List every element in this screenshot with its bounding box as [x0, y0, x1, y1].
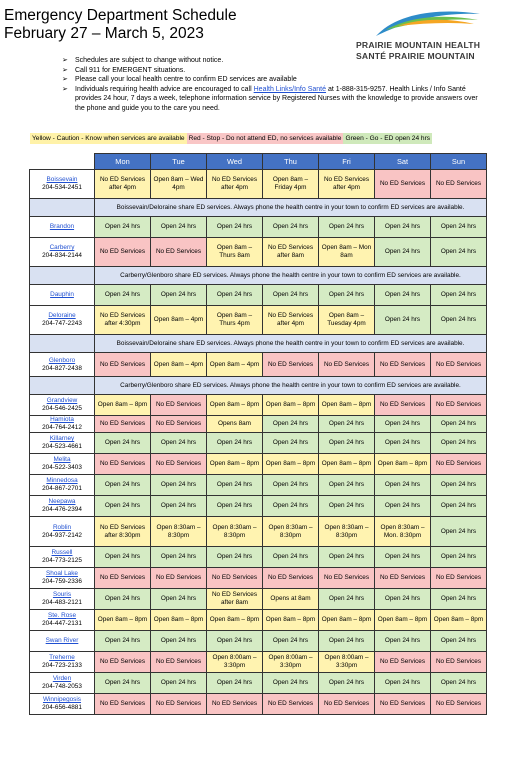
schedule-cell-wed: Open 24 hrs [207, 496, 263, 517]
schedule-cell-wed: Open 24 hrs [207, 285, 263, 306]
schedule-cell-tue: Open 24 hrs [151, 547, 207, 568]
schedule-cell-fri: Open 8:00am – 3:30pm [319, 652, 375, 673]
site-cell [30, 285, 95, 306]
table-row [30, 496, 487, 517]
schedule-cell-wed: Open 8:00am – 3:30pm [207, 652, 263, 673]
site-name-link[interactable]: Hamiota [50, 416, 74, 423]
schedule-cell-sun: Open 24 hrs [431, 306, 487, 335]
site-phone: 204-764-2412 [42, 424, 82, 431]
site-phone: 204-747-2243 [42, 320, 82, 327]
schedule-cell-sat: Open 24 hrs [375, 631, 431, 652]
schedule-cell-sat: Open 24 hrs [375, 416, 431, 433]
legend-green: Green - Go - ED open 24 hrs [345, 135, 431, 142]
schedule-cell-thu: Open 8:00am – 3:30pm [263, 652, 319, 673]
site-cell [30, 433, 95, 454]
schedule-cell-fri: Open 8am – Tuesday 4pm [319, 306, 375, 335]
shared-services-note-row [30, 267, 487, 285]
table-row [30, 694, 487, 715]
site-phone: 204-867-2701 [42, 485, 82, 492]
table-row [30, 610, 487, 631]
schedule-cell-fri: No ED Services after 4pm [319, 170, 375, 199]
schedule-cell-sun: Open 8am – 8pm [431, 610, 487, 631]
schedule-cell-tue: Open 8am – 4pm [151, 353, 207, 377]
schedule-cell-tue: No ED Services [151, 454, 207, 475]
site-name-link[interactable]: Minnedosa [46, 477, 78, 484]
schedule-cell-sun: No ED Services [431, 454, 487, 475]
schedule-cell-mon: Open 24 hrs [95, 285, 151, 306]
site-phone: 204-773-2125 [42, 557, 82, 564]
site-name-link[interactable]: Dauphin [50, 291, 74, 298]
schedule-cell-thu: Open 24 hrs [263, 547, 319, 568]
schedule-cell-thu: Open 24 hrs [263, 217, 319, 238]
schedule-cell-sat: Open 24 hrs [375, 673, 431, 694]
schedule-cell-sun: Open 24 hrs [431, 433, 487, 454]
table-row [30, 353, 487, 377]
site-phone: 204-523-4661 [42, 443, 82, 450]
schedule-cell-thu: Open 8am – Friday 4pm [263, 170, 319, 199]
schedule-cell-wed: Open 24 hrs [207, 547, 263, 568]
swoosh-logo-icon [372, 6, 484, 38]
shared-services-note: Carberry/Glenboro share ED services. Always phone the health centre in your town to confirm ED services are available. [95, 377, 487, 395]
schedule-cell-mon: Open 24 hrs [95, 547, 151, 568]
schedule-cell-sun: Open 24 hrs [431, 217, 487, 238]
day-header-sat: Sat [375, 154, 431, 170]
prairie-mountain-health-logo [356, 6, 496, 62]
schedule-cell-sun: Open 24 hrs [431, 589, 487, 610]
schedule-cell-sat: Open 24 hrs [375, 547, 431, 568]
site-name-link[interactable]: Ste. Rose [47, 612, 77, 619]
schedule-cell-fri: Open 24 hrs [319, 285, 375, 306]
site-phone: 204-522-3403 [42, 464, 82, 471]
schedule-cell-wed: Open 8am – 8pm [207, 610, 263, 631]
schedule-cell-sun: No ED Services [431, 353, 487, 377]
page-title [4, 7, 237, 43]
site-cell [30, 547, 95, 568]
site-phone: 204-447-2131 [42, 620, 82, 627]
schedule-cell-fri: Open 24 hrs [319, 547, 375, 568]
schedule-cell-mon: Open 24 hrs [95, 217, 151, 238]
table-header-row [30, 154, 487, 170]
schedule-cell-thu: Open 8:30am – 8:30pm [263, 517, 319, 547]
schedule-cell-wed: No ED Services [207, 568, 263, 589]
schedule-cell-thu: Open 24 hrs [263, 631, 319, 652]
legend-red: Red - Stop - Do not attend ED, no services available [188, 135, 342, 142]
site-cell [30, 395, 95, 416]
day-header-sun: Sun [431, 154, 487, 170]
schedule-cell-mon: No ED Services [95, 652, 151, 673]
site-phone: 204-834-2144 [42, 252, 82, 259]
note-spacer-cell [30, 267, 95, 285]
schedule-cell-mon: No ED Services after 8:30pm [95, 517, 151, 547]
site-name-link[interactable]: Roblin [52, 523, 72, 531]
schedule-cell-mon: Open 8am – 8pm [95, 610, 151, 631]
schedule-cell-sun: Open 24 hrs [431, 285, 487, 306]
schedule-cell-sat: No ED Services [375, 568, 431, 589]
site-cell [30, 610, 95, 631]
ed-schedule-table [29, 153, 487, 715]
day-header-wed: Wed [207, 154, 263, 170]
site-cell [30, 517, 95, 547]
schedule-cell-sat: No ED Services [375, 395, 431, 416]
day-header-tue: Tue [151, 154, 207, 170]
table-body [30, 170, 487, 715]
site-name-link[interactable]: Melita [53, 456, 71, 463]
schedule-cell-sun: Open 24 hrs [431, 496, 487, 517]
note-item: ➢ Call 911 for EMERGENT situations. [62, 66, 482, 76]
schedule-cell-sun: No ED Services [431, 395, 487, 416]
schedule-cell-mon: No ED Services after 4pm [95, 170, 151, 199]
schedule-cell-tue: Open 24 hrs [151, 285, 207, 306]
schedule-cell-wed: Open 24 hrs [207, 475, 263, 496]
schedule-cell-mon: Open 24 hrs [95, 631, 151, 652]
schedule-cell-tue: No ED Services [151, 568, 207, 589]
note-item-health-advice [62, 85, 482, 114]
shared-services-note-row [30, 199, 487, 217]
schedule-cell-fri: Open 8:30am – 8:30pm [319, 517, 375, 547]
table-row [30, 547, 487, 568]
schedule-cell-wed: Open 8am – 8pm [207, 454, 263, 475]
schedule-cell-mon: No ED Services after 4:30pm [95, 306, 151, 335]
site-name-link[interactable]: Boissevain [46, 176, 78, 183]
schedule-cell-sun: Open 24 hrs [431, 475, 487, 496]
site-phone: 204-827-2438 [42, 364, 82, 372]
schedule-cell-thu: Open 24 hrs [263, 433, 319, 454]
table-corner [30, 154, 95, 170]
schedule-cell-sun: Open 24 hrs [431, 631, 487, 652]
schedule-cell-tue: No ED Services [151, 395, 207, 416]
schedule-cell-tue: Open 8:30am – 8:30pm [151, 517, 207, 547]
logo-text-en: PRAIRIE MOUNTAIN HEALTH [356, 40, 481, 50]
site-name-link[interactable]: Shoal Lake [46, 570, 78, 577]
day-header-thu: Thu [263, 154, 319, 170]
site-phone: 204-748-2053 [42, 683, 82, 690]
schedule-cell-sat: Open 24 hrs [375, 433, 431, 454]
table-row [30, 395, 487, 416]
schedule-cell-tue: Open 24 hrs [151, 631, 207, 652]
schedule-cell-wed: Open 8am – 4pm [207, 353, 263, 377]
schedule-cell-tue: No ED Services [151, 652, 207, 673]
schedule-cell-wed: No ED Services [207, 694, 263, 715]
schedule-cell-wed: Open 8:30am – 8:30pm [207, 517, 263, 547]
schedule-cell-sun: Open 24 hrs [431, 517, 487, 547]
note-spacer-cell [30, 199, 95, 217]
site-cell [30, 170, 95, 199]
schedule-cell-thu: No ED Services after 4pm [263, 306, 319, 335]
health-links-link[interactable]: Health Links/Info Santé [253, 85, 327, 93]
schedule-cell-tue: Open 24 hrs [151, 589, 207, 610]
schedule-cell-thu: Open 24 hrs [263, 475, 319, 496]
schedule-cell-sun: No ED Services [431, 652, 487, 673]
schedule-cell-wed: Open 24 hrs [207, 217, 263, 238]
schedule-cell-wed: Open 8am – Thurs 8am [207, 238, 263, 267]
schedule-cell-sun: Open 24 hrs [431, 238, 487, 267]
schedule-cell-fri: Open 8am – 8pm [319, 610, 375, 631]
table-row [30, 454, 487, 475]
site-name-link[interactable]: Killarney [49, 435, 75, 442]
schedule-cell-sat: No ED Services [375, 353, 431, 377]
schedule-cell-sun: No ED Services [431, 568, 487, 589]
site-phone: 204-656-4881 [42, 704, 82, 711]
schedule-cell-fri: Open 8am – 8pm [319, 454, 375, 475]
site-phone: 204-534-2451 [42, 184, 82, 191]
table-row [30, 217, 487, 238]
color-legend [30, 133, 432, 144]
site-phone: 204-483-2121 [42, 599, 82, 606]
site-phone: 204-759-2336 [42, 578, 82, 585]
table-row [30, 589, 487, 610]
shared-services-note: Boissevain/Deloraine share ED services. Always phone the health centre in your town to confirm ED services are available. [95, 199, 487, 217]
schedule-cell-fri: Open 24 hrs [319, 416, 375, 433]
schedule-cell-mon: No ED Services [95, 353, 151, 377]
schedule-cell-sat: Open 8am – 8pm [375, 610, 431, 631]
title-line-1: Emergency Department Schedule [4, 7, 237, 24]
schedule-cell-sat: Open 24 hrs [375, 496, 431, 517]
site-name-link[interactable]: Treherne [49, 654, 75, 661]
site-cell [30, 306, 95, 335]
schedule-cell-thu: Open 24 hrs [263, 673, 319, 694]
advice-text-after: at 1-888-315-9257. Health Links / Info Santé provides 24 hour, 7 days a week, telephone information service by Registered Nurses with the knowledge to provide answers over the phone and guide you to the care you need. [75, 85, 478, 112]
schedule-cell-thu: Open 8am – 8pm [263, 610, 319, 631]
schedule-cell-thu: Open 24 hrs [263, 285, 319, 306]
schedule-cell-tue: Open 8am – Wed 4pm [151, 170, 207, 199]
schedule-cell-sat: Open 8:30am – Mon. 8:30pm [375, 517, 431, 547]
site-name-link[interactable]: Neepawa [48, 498, 76, 505]
schedule-cell-wed: Open 24 hrs [207, 631, 263, 652]
site-cell [30, 589, 95, 610]
schedule-cell-sat: Open 24 hrs [375, 306, 431, 335]
schedule-cell-wed: Opens 8am [207, 416, 263, 433]
schedule-cell-fri: No ED Services [319, 353, 375, 377]
schedule-cell-sat: Open 24 hrs [375, 589, 431, 610]
site-cell [30, 416, 95, 433]
schedule-cell-fri: Open 24 hrs [319, 631, 375, 652]
title-line-2: February 27 – March 5, 2023 [4, 25, 204, 42]
site-cell [30, 475, 95, 496]
shared-services-note: Carberry/Glenboro share ED services. Always phone the health centre in your town to confirm ED services are available. [95, 267, 487, 285]
site-name-link[interactable]: Deloraine [48, 312, 76, 319]
schedule-cell-sat: No ED Services [375, 652, 431, 673]
schedule-cell-sat: Open 24 hrs [375, 217, 431, 238]
schedule-cell-mon: Open 24 hrs [95, 433, 151, 454]
table-row [30, 416, 487, 433]
schedule-cell-fri: Open 24 hrs [319, 217, 375, 238]
advice-text-before: Individuals requiring health advice are encouraged to call [75, 85, 254, 93]
site-cell [30, 454, 95, 475]
schedule-cell-tue: No ED Services [151, 694, 207, 715]
schedule-cell-thu: No ED Services [263, 353, 319, 377]
note-item: ➢ Schedules are subject to change without notice. [62, 56, 482, 66]
logo-text-fr: SANTÉ PRAIRIE MOUNTAIN [356, 51, 475, 61]
schedule-cell-fri: Open 24 hrs [319, 673, 375, 694]
schedule-cell-tue: Open 8am – 4pm [151, 306, 207, 335]
shared-services-note-row [30, 335, 487, 353]
site-cell [30, 631, 95, 652]
schedule-cell-thu: Open 8am – 8pm [263, 395, 319, 416]
schedule-cell-wed: Open 8am – Thurs 4pm [207, 306, 263, 335]
table-row [30, 285, 487, 306]
schedule-cell-mon: No ED Services [95, 238, 151, 267]
schedule-cell-tue: Open 24 hrs [151, 673, 207, 694]
schedule-cell-thu: No ED Services [263, 694, 319, 715]
site-cell [30, 353, 95, 377]
schedule-cell-mon: No ED Services [95, 416, 151, 433]
schedule-cell-tue: Open 8am – 8pm [151, 610, 207, 631]
table-row [30, 170, 487, 199]
schedule-cell-thu: Open 24 hrs [263, 496, 319, 517]
schedule-cell-fri: No ED Services [319, 568, 375, 589]
site-name-link[interactable]: Brandon [49, 223, 75, 230]
notes-list [62, 56, 482, 114]
schedule-cell-fri: Open 8am – Mon 8am [319, 238, 375, 267]
site-cell [30, 238, 95, 267]
site-name-link[interactable]: Glenboro [48, 356, 76, 364]
site-name-link[interactable]: Swan River [45, 637, 79, 644]
site-cell [30, 694, 95, 715]
schedule-cell-tue: No ED Services [151, 416, 207, 433]
note-spacer-cell [30, 377, 95, 395]
table-row [30, 652, 487, 673]
shared-services-note-row [30, 377, 487, 395]
site-cell [30, 652, 95, 673]
schedule-cell-thu: No ED Services after 8am [263, 238, 319, 267]
schedule-cell-sat: Open 24 hrs [375, 475, 431, 496]
schedule-cell-sat: Open 24 hrs [375, 238, 431, 267]
schedule-cell-tue: Open 24 hrs [151, 475, 207, 496]
table-row [30, 475, 487, 496]
site-cell [30, 568, 95, 589]
schedule-cell-mon: Open 24 hrs [95, 475, 151, 496]
schedule-cell-tue: Open 24 hrs [151, 217, 207, 238]
schedule-cell-wed: Open 24 hrs [207, 673, 263, 694]
site-cell [30, 496, 95, 517]
table-row [30, 631, 487, 652]
shared-services-note: Boissevain/Deloraine share ED services. Always phone the health centre in your town to confirm ED services are available. [95, 335, 487, 353]
schedule-cell-fri: Open 24 hrs [319, 496, 375, 517]
note-item: ➢ Please call your local health centre to confirm ED services are available [62, 75, 482, 85]
schedule-cell-mon: No ED Services [95, 694, 151, 715]
schedule-cell-sun: Open 24 hrs [431, 673, 487, 694]
schedule-cell-mon: Open 24 hrs [95, 496, 151, 517]
schedule-cell-mon: No ED Services [95, 454, 151, 475]
schedule-cell-wed: Open 24 hrs [207, 433, 263, 454]
table-row [30, 306, 487, 335]
schedule-cell-thu: No ED Services [263, 568, 319, 589]
table-row [30, 433, 487, 454]
legend-yellow: Yellow - Caution - Know when services are available [32, 135, 185, 142]
schedule-cell-tue: Open 24 hrs [151, 496, 207, 517]
table-row [30, 568, 487, 589]
site-phone: 204-546-2425 [42, 405, 82, 412]
schedule-cell-thu: Open 8am – 8pm [263, 454, 319, 475]
schedule-cell-thu: Open 24 hrs [263, 416, 319, 433]
schedule-cell-tue: No ED Services [151, 238, 207, 267]
site-name-link[interactable]: Virden [52, 675, 72, 682]
site-name-link[interactable]: Grandview [46, 397, 78, 404]
schedule-cell-sun: No ED Services [431, 170, 487, 199]
site-cell [30, 673, 95, 694]
schedule-cell-sun: No ED Services [431, 694, 487, 715]
schedule-cell-thu: Opens at 8am [263, 589, 319, 610]
site-phone: 204-723-2133 [42, 662, 82, 669]
schedule-cell-tue: Open 24 hrs [151, 433, 207, 454]
schedule-cell-wed: No ED Services after 8am [207, 589, 263, 610]
schedule-cell-fri: Open 8am – 8pm [319, 395, 375, 416]
table-row [30, 238, 487, 267]
schedule-cell-wed: No ED Services after 4pm [207, 170, 263, 199]
schedule-cell-fri: Open 24 hrs [319, 589, 375, 610]
note-spacer-cell [30, 335, 95, 353]
site-name-link[interactable]: Russell [51, 549, 73, 556]
schedule-cell-mon: Open 24 hrs [95, 673, 151, 694]
table-row [30, 673, 487, 694]
day-header-mon: Mon [95, 154, 151, 170]
schedule-cell-sat: Open 8am – 8pm [375, 454, 431, 475]
schedule-cell-sun: Open 24 hrs [431, 416, 487, 433]
schedule-cell-sat: No ED Services [375, 170, 431, 199]
schedule-cell-fri: Open 24 hrs [319, 433, 375, 454]
schedule-cell-wed: Open 8am – 8pm [207, 395, 263, 416]
site-cell [30, 217, 95, 238]
schedule-cell-fri: Open 24 hrs [319, 475, 375, 496]
site-name-link[interactable]: Souris [52, 591, 72, 598]
schedule-cell-sun: Open 24 hrs [431, 547, 487, 568]
site-name-link[interactable]: Winnipegosis [42, 696, 81, 703]
schedule-cell-fri: No ED Services [319, 694, 375, 715]
schedule-cell-sat: No ED Services [375, 694, 431, 715]
schedule-cell-mon: No ED Services [95, 568, 151, 589]
site-name-link[interactable]: Carberry [49, 244, 75, 251]
table-row [30, 517, 487, 547]
day-header-fri: Fri [319, 154, 375, 170]
schedule-cell-mon: Open 8am – 8pm [95, 395, 151, 416]
schedule-cell-mon: Open 24 hrs [95, 589, 151, 610]
site-phone: 204-476-2394 [42, 506, 82, 513]
site-phone: 204-937-2142 [42, 531, 82, 539]
schedule-cell-sat: Open 24 hrs [375, 285, 431, 306]
